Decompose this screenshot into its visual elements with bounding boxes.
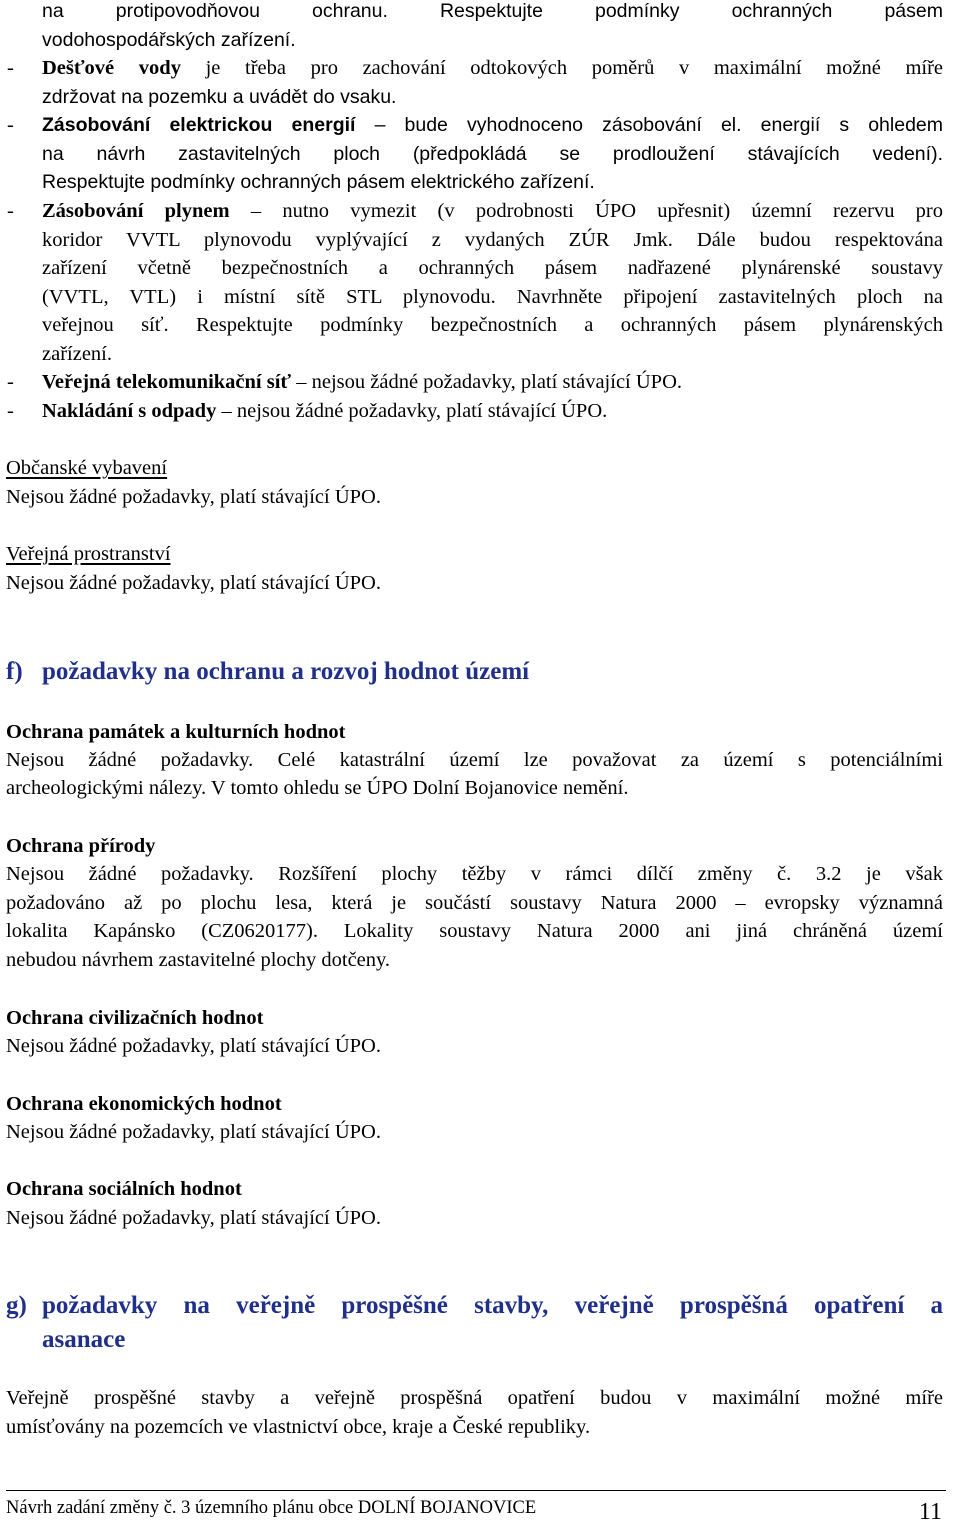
list-item-plyn-line xyxy=(42,197,943,226)
text-line: zdržovat na pozemku a uvádět do vsaku. xyxy=(42,86,397,108)
text-line: Nejsou žádné požadavky, platí stávající ÚPO. xyxy=(6,1207,381,1229)
text-line: Veřejně prospěšné stavby a veřejně prospěšná opatření budou v maximální možné míře xyxy=(6,1387,943,1409)
item-title: Veřejná telekomunikační síť xyxy=(42,371,292,393)
item-title: Zásobování plynem xyxy=(42,200,230,222)
list-item-deste-line xyxy=(42,54,943,83)
subheading-pamatky: Ochrana památek a kulturních hodnot xyxy=(6,721,346,743)
text-line: nebudou návrhem zastavitelné plochy dotčeny. xyxy=(6,949,391,971)
page-number: 11 xyxy=(918,1499,942,1525)
item-title: Dešťové vody xyxy=(42,57,181,79)
footer-rule xyxy=(6,1490,946,1491)
subheading-ekonomicke: Ochrana ekonomických hodnot xyxy=(6,1093,282,1115)
text-line: Nejsou žádné požadavky, platí stávající ÚPO. xyxy=(6,486,381,508)
list-item-telekom-line xyxy=(42,368,943,397)
text-line: zařízení včetně bezpečnostních a ochranných pásem nadřazené plynárenské soustavy xyxy=(42,257,943,279)
text-line: umísťovány na pozemcích ve vlastnictví obce, kraje a České republiky. xyxy=(6,1416,591,1438)
item-text: – nutno vymezit (v podrobnosti ÚPO upřesnit) územní rezervu pro xyxy=(250,200,944,222)
list-dash: - xyxy=(7,400,14,422)
text-line: Respektujte podmínky ochranných pásem elektrického zařízení. xyxy=(42,171,595,193)
item-title: Nakládání s odpady xyxy=(42,400,217,422)
text-line: koridor VVTL plynovodu vyplývající z vydaných ZÚR Jmk. Dále budou respektována xyxy=(42,229,943,251)
item-text: je třeba pro zachování odtokových poměrů v maximální možné míře xyxy=(205,57,944,79)
section-g-title: požadavky na veřejně prospěšné stavby, veřejně prospěšná opatření a xyxy=(42,1292,943,1319)
item-text: – nejsou žádné požadavky, platí stávající ÚPO. xyxy=(221,400,608,422)
text-line: na protipovodňovou ochranu. Respektujte podmínky ochranných pásem xyxy=(42,0,943,22)
text-line: Nejsou žádné požadavky, platí stávající ÚPO. xyxy=(6,572,381,594)
list-dash: - xyxy=(7,57,14,79)
text-line: (VVTL, VTL) i místní sítě STL plynovodu. Navrhněte připojení zastavitelných ploch na xyxy=(42,286,943,308)
text-line: Nejsou žádné požadavky. Rozšíření plochy těžby v rámci dílčí změny č. 3.2 je však xyxy=(6,863,943,885)
list-item-elektro-line xyxy=(42,111,943,140)
section-g-title-cont: asanace xyxy=(42,1326,126,1353)
text-line: Nejsou žádné požadavky. Celé katastrální území lze považovat za území s potenciálními xyxy=(6,749,943,771)
subheading-obcanske-vybaveni: Občanské vybavení xyxy=(6,457,168,479)
text-line: na návrh zastavitelných ploch (předpokládá se prodloužení stávajících vedení). xyxy=(42,143,943,165)
subheading-socialni: Ochrana sociálních hodnot xyxy=(6,1178,242,1200)
text-line: požadováno až po plochu lesa, která je součástí soustavy Natura 2000 – evropsky významná xyxy=(6,892,943,914)
subheading-priroda: Ochrana přírody xyxy=(6,835,156,857)
text-line: zařízení. xyxy=(42,343,112,365)
item-title: Zásobování elektrickou energií xyxy=(42,114,356,136)
text-line: lokalita Kapánsko (CZ0620177). Lokality soustavy Natura 2000 ani jiná chráněná území xyxy=(6,920,943,942)
list-dash: - xyxy=(7,114,14,136)
text-line: Nejsou žádné požadavky, platí stávající ÚPO. xyxy=(6,1035,381,1057)
list-item-odpady-line xyxy=(42,397,943,426)
section-f-title: požadavky na ochranu a rozvoj hodnot území xyxy=(42,658,530,685)
subheading-verejna-prostranstvi: Veřejná prostranství xyxy=(6,543,171,565)
list-dash: - xyxy=(7,371,14,393)
item-text: – bude vyhodnoceno zásobování el. energií s ohledem xyxy=(374,114,944,136)
section-g-letter: g) xyxy=(6,1292,27,1319)
section-f-letter: f) xyxy=(6,658,23,685)
footer-document-title: Návrh zadání změny č. 3 územního plánu obce DOLNÍ BOJANOVICE xyxy=(6,1498,537,1518)
subheading-civilizacni: Ochrana civilizačních hodnot xyxy=(6,1007,264,1029)
list-dash: - xyxy=(7,200,14,222)
text-line: archeologickými nálezy. V tomto ohledu se ÚPO Dolní Bojanovice nemění. xyxy=(6,777,629,799)
item-text: – nejsou žádné požadavky, platí stávající ÚPO. xyxy=(296,371,683,393)
text-line: vodohospodářských zařízení. xyxy=(42,29,296,51)
text-line: veřejnou síť. Respektujte podmínky bezpečnostních a ochranných pásem plynárenských xyxy=(42,314,943,336)
text-line: Nejsou žádné požadavky, platí stávající ÚPO. xyxy=(6,1121,381,1143)
